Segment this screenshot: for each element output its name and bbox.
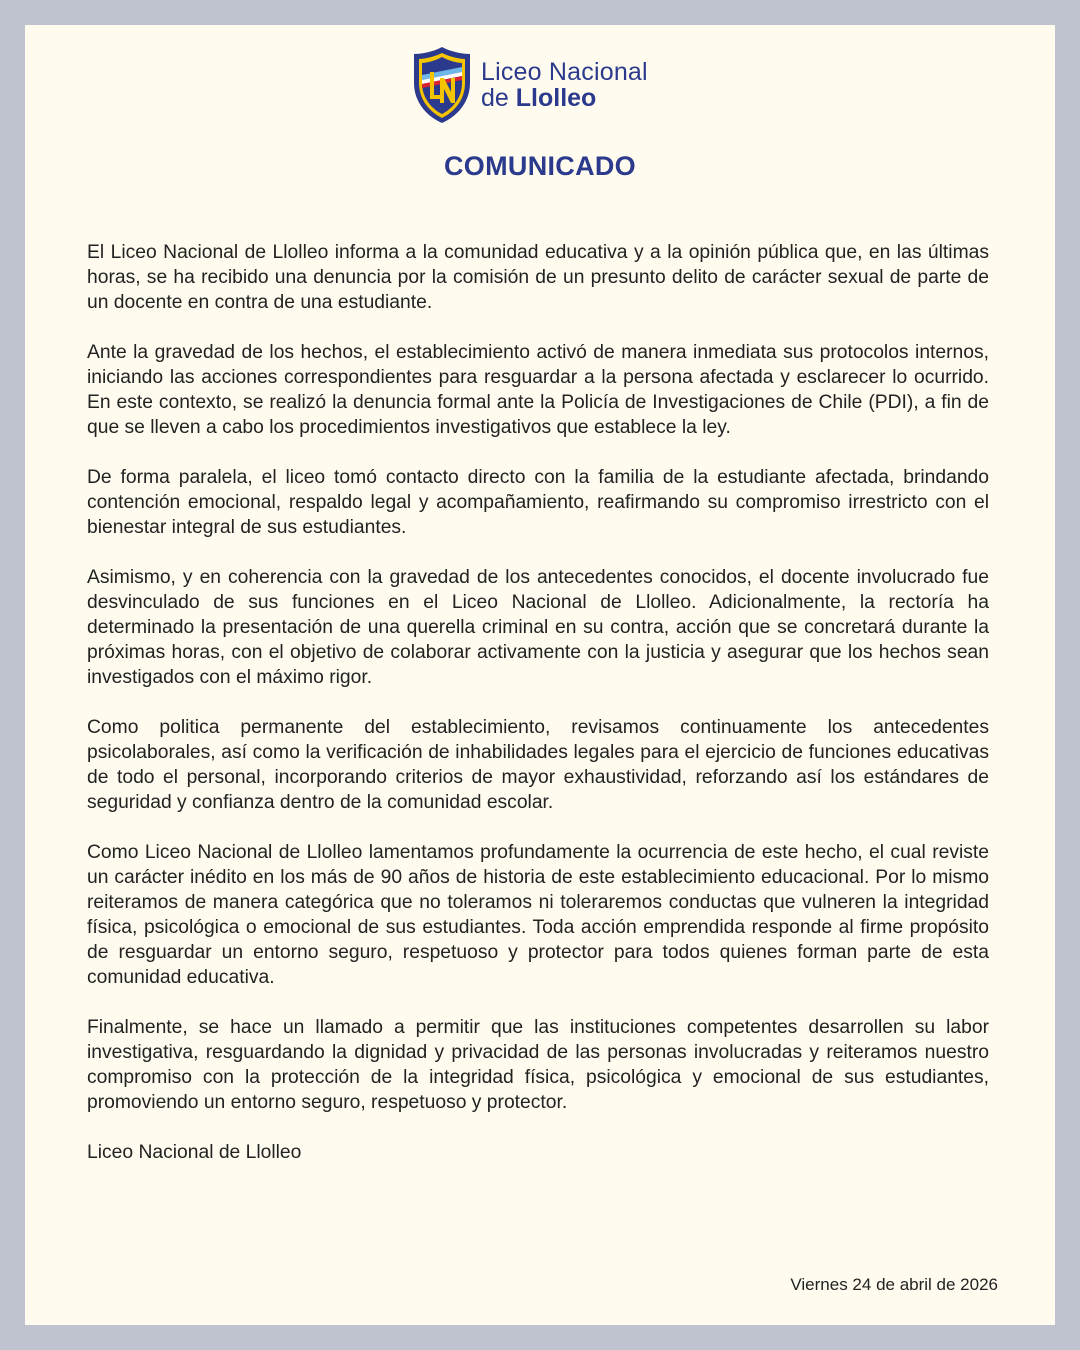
paragraph: Como politica permanente del establecimiento, revisamos continuamente los antecedentes psicolaborales, así como la verificación de inhabilidades legales para el ejercicio de funciones educativas de todo el personal, incorporando criterios de mayor exhaustividad, reforzando así los estándares de seguridad y confianza dentro de la comunidad escolar. bbox=[87, 717, 989, 813]
document-date: Viernes 24 de abril de 2026 bbox=[790, 1275, 998, 1294]
school-shield-crest-icon bbox=[411, 45, 473, 125]
school-name-prefix: de bbox=[481, 84, 509, 112]
document-title: COMUNICADO bbox=[444, 151, 636, 181]
school-name-line1: Liceo Nacional bbox=[481, 58, 648, 86]
school-logo bbox=[411, 45, 648, 125]
paragraph: Como Liceo Nacional de Llolleo lamentamos profundamente la ocurrencia de este hecho, el cual reviste un carácter inédito en los más de 90 años de historia de este establecimiento educacional. Por lo mismo reiteramos de manera categórica que no toleramos ni toleraremos conductas que vulneren la integridad física, psicológica o emocional de sus estudiantes. Toda acción emprendida responde al firme propósito de resguardar un entorno seguro, respetuoso y protector para todos quienes forman parte de esta comunidad educativa. bbox=[87, 842, 989, 988]
paragraph: Finalmente, se hace un llamado a permitir que las instituciones competentes desarrollen su labor investigativa, resguardando la dignidad y privacidad de las personas involucradas y reiteramos nuestro compromiso con la protección de la integridad física, psicológica y emocional de sus estudiantes, promoviendo un entorno seguro, respetuoso y protector. bbox=[87, 1017, 989, 1113]
school-name-line2 bbox=[481, 85, 648, 111]
paragraph: Ante la gravedad de los hechos, el establecimiento activó de manera inmediata sus protocolos internos, iniciando las acciones correspondientes para resguardar a la persona afectada y esclarecer lo ocurrido. En este contexto, se realizó la denuncia formal ante la Policía de Investigaciones de Chile (PDI), a fin de que se lleven a cabo los procedimientos investigativos que establece la ley. bbox=[87, 342, 989, 438]
communique-page bbox=[25, 25, 1055, 1325]
paragraph: Asimismo, y en coherencia con la gravedad de los antecedentes conocidos, el docente involucrado fue desvinculado de sus funciones en el Liceo Nacional de Llolleo. Adicionalmente, la rectoría ha determinado la presentación de una querella criminal en su contra, acción que se concretará durante la próximas horas, con el objetivo de colaborar activamente con la justicia y asegurar que los hechos sean investigados con el máximo rigor. bbox=[87, 567, 989, 688]
paragraph: De forma paralela, el liceo tomó contacto directo con la familia de la estudiante afectada, brindando contención emocional, respaldo legal y acompañamiento, reafirmando su compromiso irrestricto con el bienestar integral de sus estudiantes. bbox=[87, 467, 989, 538]
communique-body bbox=[87, 240, 989, 1165]
signature: Liceo Nacional de Llolleo bbox=[87, 1142, 302, 1163]
school-name-bold: Llolleo bbox=[515, 84, 597, 112]
paragraph: El Liceo Nacional de Llolleo informa a la comunidad educativa y a la opinión pública que, en las últimas horas, se ha recibido una denuncia por la comisión de un presunto delito de carácter sexual de parte de un docente en contra de una estudiante. bbox=[87, 242, 989, 313]
